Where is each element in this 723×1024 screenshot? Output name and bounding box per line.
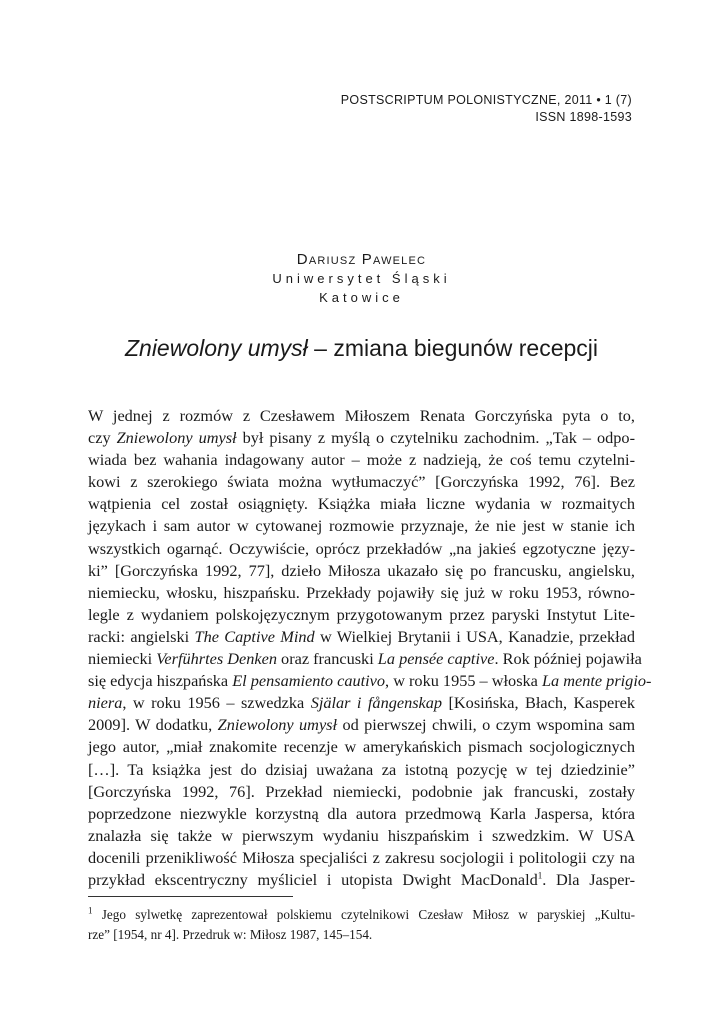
body-text-segment: wszystkich ogarnąć. Oczywiście, oprócz przekładów „na jakieś egzotyczne języ- [88,538,635,558]
body-text-segment: racki: angielski [88,626,195,646]
article-title [0,333,723,363]
body-text-segment: był pisany z myślą o czytelniku zachodnim. „Tak – odpo- [236,428,635,448]
body-line [88,538,635,560]
body-line [88,604,635,626]
italic-title: Zniewolony umysł [217,715,338,735]
body-line [88,847,635,869]
journal-header [341,92,632,126]
italic-title: El pensamiento cautivo [232,671,386,691]
journal-citation: POSTSCRIPTUM POLONISTYCZNE, 2011 • 1 (7) [340,93,632,107]
footnote-line: rze” [1954, nr 4]. Przedruk w: Miłosz 1987, 145–154. [88,927,373,942]
body-text-segment: poprzedzone niezwykle korzystną dla autora przedmową Karla Jaspersa, która [88,803,635,823]
body-text-segment: kowi z szerokiego świata można wytłumaczyć” [Gorczyńska 1992, 76]. Bez [88,472,635,492]
body-line [88,405,635,427]
body-text-segment: niemiecki [88,649,157,669]
author-university: Uniwersytet Śląski [272,271,451,286]
body-text-segment: jego autor, „miał znakomite recenzje w amerykańskich pismach socjologicznych [88,737,635,757]
body-text-segment: oraz francuski [276,649,378,669]
body-line [88,515,635,537]
body-text-segment: przykład ekscentryczny myśliciel i utopista Dwight MacDonald [88,869,538,889]
footnote [88,905,635,945]
body-text-segment: legle z wydaniem polskojęzycznym przygotowanym przez paryski Instytut Lite- [88,604,635,624]
body-text-segment: W jednej z rozmów z Czesławem Miłoszem Renata Gorczyńska pyta o to, [88,406,635,425]
body-text-segment: . Dla Jasper- [542,869,635,889]
body-text-segment: docenili przenikliwość Miłosza specjaliści z zakresu socjologii i politologii czy na [88,847,635,867]
journal-issn: ISSN 1898-1593 [535,110,632,124]
body-text-segment: [Gorczyńska 1992, 76]. Przekład niemiecki, podobnie jak francuski, zostały [88,781,635,801]
body-line [88,714,635,736]
body-line [88,626,635,648]
body-text-segment: w Wielkiej Brytanii i USA, Kanadzie, przekład [314,626,636,646]
body-line [88,449,635,471]
italic-title: The Captive Mind [194,626,315,646]
italic-title: Själar i fångenskap [310,693,443,713]
article-body [88,405,652,891]
body-line [88,803,635,825]
body-text-segment: wiada bez wahania indagowany autor – może z nadzieją, że coś temu czytelni- [88,450,635,470]
footnote-line [88,905,635,925]
article-title-rest: – zmiana biegunów recepcji [307,335,598,361]
body-text-segment: ki” [Gorczyńska 1992, 77], dzieło Miłosza ukazało się po francusku, angielsku, [88,560,635,580]
body-line [88,648,642,670]
article-title-italic: Zniewolony umysł [124,335,308,361]
author-city: Katowice [319,290,404,305]
body-text-segment: , w roku 1955 – włoska [385,671,542,691]
footnote-line1: Jego sylwetkę zaprezentował polskiemu czytelnikowi Czesław Miłosz w paryskiej „Kultu- [92,907,635,922]
body-line [88,670,652,692]
italic-title: La pensée captive [377,649,495,669]
italic-title: Verführtes Denken [156,649,277,669]
body-line [88,781,635,803]
footnote-ref: 1 [537,870,543,881]
footnote-divider [88,896,293,897]
body-line [88,825,635,847]
body-text-segment: . Rok później pojawiła [494,649,642,669]
body-line [88,759,635,781]
body-text-segment: [Kosińska, Błach, Kasperek [442,693,636,713]
body-text-segment: językach i sam autor w cytowanej rozmowie przyznaje, że nie jest w stanie ich [88,516,635,536]
body-text-segment: 2009]. W dodatku, [88,715,218,735]
footnote-marker: 1 [88,905,93,916]
body-line [88,692,635,714]
body-text-segment: wątpienia cel został osiągnięty. Książka miała liczne wydania w rozmaitych [88,494,635,514]
italic-title: niera [88,693,123,713]
body-line [88,736,635,758]
body-text-segment: znalazła się także w pierwszym wydaniu hiszpańskim i szwedzkim. W USA [88,825,635,845]
body-line [88,560,635,582]
body-text-segment: od pierwszej chwili, o czym wspomina sam [337,715,635,735]
body-line [88,869,635,891]
body-text-segment: czy [88,428,117,448]
italic-title: La mente prigio- [541,671,652,691]
body-line [88,427,635,449]
author-block [0,250,723,307]
body-line [88,493,635,515]
italic-title: Zniewolony umysł [116,428,237,448]
body-text-segment: , w roku 1956 – szwedzka [122,693,311,713]
body-line [88,582,635,604]
author-name: Dariusz Pawelec [296,251,427,268]
body-text-segment: niemiecku, włosku, hiszpańsku. Przekłady pojawiły się już w roku 1953, równo- [88,582,635,602]
body-text-segment: się edycja hiszpańska [88,671,233,691]
body-text-segment: […]. Ta książka jest do dzisiaj uważana za istotną pozycję w tej dziedzinie” [88,759,635,779]
body-line [88,471,635,493]
